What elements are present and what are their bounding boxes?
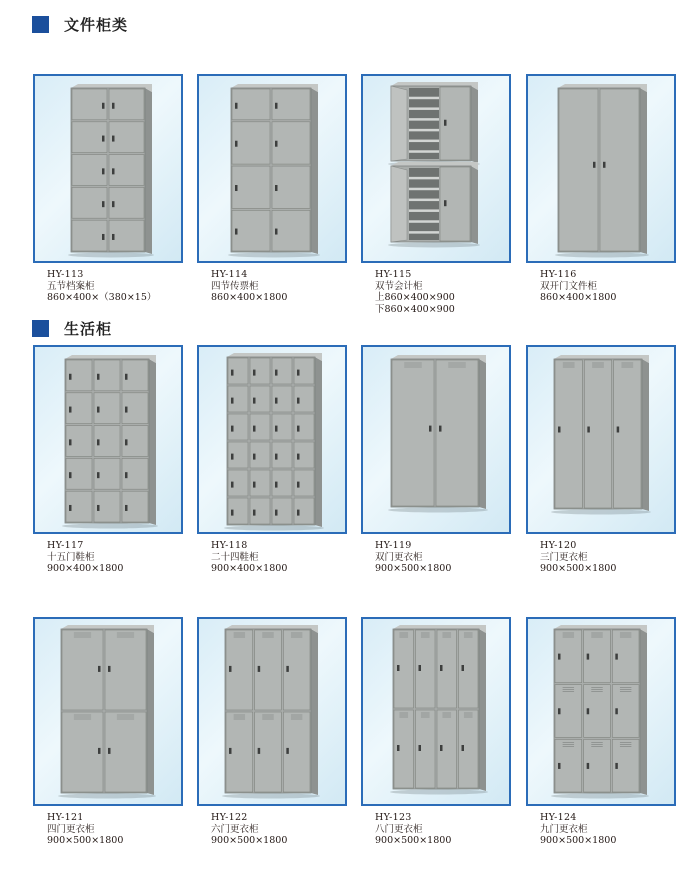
product-dimensions-upper: 上860×400×900	[375, 292, 455, 303]
product-name: 双门更衣柜	[375, 551, 423, 563]
product-code: HY-114	[211, 269, 248, 280]
product-photo	[361, 345, 511, 534]
product-dimensions: 900×500×1800	[540, 835, 617, 846]
product-code: HY-116	[540, 269, 577, 280]
section-title: 文件柜类	[64, 16, 129, 34]
product-dimensions: 900×400×1800	[211, 563, 288, 574]
product-code: HY-115	[375, 269, 412, 280]
product-photo	[197, 345, 347, 534]
product-name: 四门更衣柜	[47, 823, 95, 835]
cabinet-image	[528, 347, 674, 532]
cabinet-image	[363, 619, 509, 804]
product-code: HY-119	[375, 540, 412, 551]
product-name: 二十四鞋柜	[211, 551, 259, 563]
product-dimensions: 900×500×1800	[375, 835, 452, 846]
product-code: HY-117	[47, 540, 84, 551]
product-card-hy-124[interactable]	[526, 617, 676, 847]
product-code: HY-124	[540, 812, 577, 823]
cabinet-image	[199, 347, 345, 532]
product-dimensions: 900×500×1800	[375, 563, 452, 574]
cabinet-image	[199, 76, 345, 261]
product-card-hy-122[interactable]	[197, 617, 347, 847]
section-marker-square	[32, 16, 49, 33]
product-code: HY-123	[375, 812, 412, 823]
product-card-hy-114[interactable]	[197, 74, 347, 304]
section-header-living-cabinets	[32, 318, 112, 339]
cabinet-image	[528, 619, 674, 804]
product-name: 双节会计柜	[375, 280, 423, 292]
cabinet-image	[199, 619, 345, 804]
product-photo	[33, 345, 183, 534]
product-name: 五节档案柜	[47, 280, 95, 292]
product-dimensions-lower: 下860×400×900	[375, 303, 455, 315]
product-dimensions: 860×400×1800	[540, 292, 617, 303]
product-code: HY-113	[47, 269, 84, 280]
product-name: 八门更衣柜	[375, 823, 423, 835]
product-name: 十五门鞋柜	[47, 551, 95, 563]
product-photo	[526, 74, 676, 263]
product-photo	[526, 617, 676, 806]
cabinet-image	[35, 347, 181, 532]
product-dimensions: 900×500×1800	[211, 835, 288, 846]
product-card-hy-119[interactable]	[361, 345, 511, 575]
cabinet-image	[528, 76, 674, 261]
cabinet-image	[35, 619, 181, 804]
product-photo	[361, 74, 511, 263]
product-photo	[33, 74, 183, 263]
product-dimensions: 900×500×1800	[540, 563, 617, 574]
cabinet-image	[35, 76, 181, 261]
product-photo	[33, 617, 183, 806]
section-title: 生活柜	[64, 320, 113, 338]
product-card-hy-120[interactable]	[526, 345, 676, 575]
product-dimensions: 860×400×（380×15）	[47, 292, 157, 303]
product-name: 九门更衣柜	[540, 823, 588, 835]
product-name: 六门更衣柜	[211, 823, 259, 835]
product-card-hy-113[interactable]	[33, 74, 183, 304]
product-code: HY-122	[211, 812, 248, 823]
cabinet-image	[363, 347, 509, 532]
section-header-file-cabinets	[32, 14, 128, 35]
product-dimensions: 900×400×1800	[47, 563, 124, 574]
product-photo	[197, 617, 347, 806]
product-code: HY-118	[211, 540, 248, 551]
product-photo	[526, 345, 676, 534]
product-photo	[197, 74, 347, 263]
product-name: 双开门文件柜	[540, 280, 598, 292]
product-code: HY-120	[540, 540, 577, 551]
product-card-hy-117[interactable]	[33, 345, 183, 575]
product-name: 三门更衣柜	[540, 551, 588, 563]
product-dimensions: 860×400×1800	[211, 292, 288, 303]
product-card-hy-116[interactable]	[526, 74, 676, 304]
section-marker-square	[32, 320, 49, 337]
cabinet-image	[363, 76, 509, 261]
product-card-hy-123[interactable]	[361, 617, 511, 847]
product-photo	[361, 617, 511, 806]
product-card-hy-118[interactable]	[197, 345, 347, 575]
product-card-hy-115[interactable]	[361, 74, 511, 315]
product-card-hy-121[interactable]	[33, 617, 183, 847]
product-name: 四节传票柜	[211, 280, 259, 292]
product-code: HY-121	[47, 812, 84, 823]
product-dimensions: 900×500×1800	[47, 835, 124, 846]
